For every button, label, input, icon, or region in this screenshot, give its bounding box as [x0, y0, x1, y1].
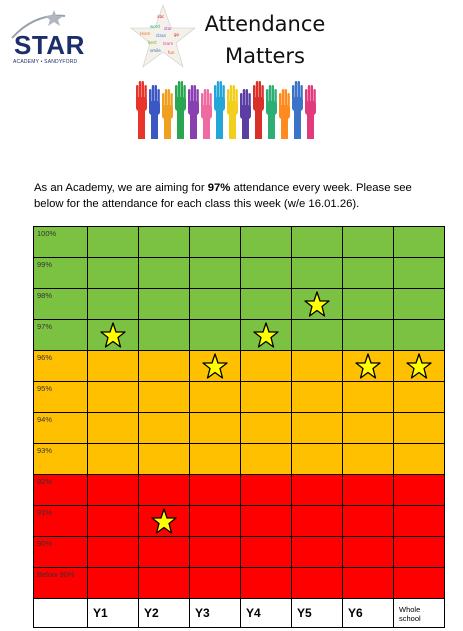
chart-cell: [394, 537, 445, 568]
chart-cell: [241, 444, 292, 475]
chart-cell: [292, 506, 343, 537]
hand-shape: [266, 85, 277, 139]
chart-cell: [241, 351, 292, 382]
chart-cell: [139, 506, 190, 537]
attendance-chart: [33, 226, 445, 628]
x-tick-label: [190, 599, 241, 628]
y-level-label: 100%: [34, 227, 88, 258]
y-level-label: 98%: [34, 289, 88, 320]
chart-cell: [292, 568, 343, 599]
chart-cell: [343, 351, 394, 382]
svg-text:team: team: [140, 31, 151, 36]
chart-cell: [190, 258, 241, 289]
chart-cell: [190, 413, 241, 444]
raised-hands-icon: [135, 77, 325, 139]
svg-text:learn: learn: [163, 41, 174, 46]
chart-cell: [292, 475, 343, 506]
chart-cell: [139, 537, 190, 568]
chart-cell: [343, 382, 394, 413]
chart-row: [34, 444, 445, 475]
hand-shape: [253, 81, 264, 139]
chart-cell: [88, 289, 139, 320]
chart-cell: [343, 320, 394, 351]
chart-cell: [139, 258, 190, 289]
chart-cell: [394, 475, 445, 506]
chart-cell: [343, 537, 394, 568]
chart-cell: [88, 537, 139, 568]
chart-cell: [394, 568, 445, 599]
chart-cell: [394, 320, 445, 351]
chart-cell: [241, 475, 292, 506]
chart-cell: [190, 382, 241, 413]
chart-cell: [241, 258, 292, 289]
x-tick-label: [292, 599, 343, 628]
logo-text: STAR: [14, 30, 85, 60]
x-tick-label: [241, 599, 292, 628]
svg-text:fun: fun: [168, 50, 175, 55]
chart-cell: [190, 227, 241, 258]
chart-cell: [394, 506, 445, 537]
chart-cell: [343, 227, 394, 258]
chart-cell: [241, 537, 292, 568]
chart-cell: [139, 351, 190, 382]
hand-shape: [201, 89, 212, 139]
chart-cell: [190, 568, 241, 599]
chart-row: [34, 568, 445, 599]
chart-cell: [343, 475, 394, 506]
hand-shape: [149, 85, 160, 139]
chart-cell: [292, 382, 343, 413]
svg-text:star: star: [164, 26, 172, 31]
chart-cell: [88, 413, 139, 444]
chart-row: [34, 537, 445, 568]
chart-row: [34, 382, 445, 413]
chart-cell: [241, 506, 292, 537]
y-level-label: 95%: [34, 382, 88, 413]
chart-cell: [394, 227, 445, 258]
x-tick-text: Y2: [144, 606, 159, 620]
chart-cell: [139, 320, 190, 351]
hand-shape: [162, 89, 173, 139]
chart-cell: [394, 258, 445, 289]
chart-cell: [190, 320, 241, 351]
star-marker: [202, 353, 228, 379]
hand-shape: [292, 81, 303, 139]
x-tick-label: [394, 599, 445, 628]
chart-cell: [394, 289, 445, 320]
y-level-label: 94%: [34, 413, 88, 444]
chart-cell: [292, 351, 343, 382]
chart-cell: [241, 568, 292, 599]
hand-shape: [240, 89, 251, 139]
chart-cell: [139, 568, 190, 599]
chart-row: [34, 320, 445, 351]
svg-text:class: class: [156, 33, 166, 38]
chart-cell: [292, 413, 343, 444]
chart-cell: [88, 382, 139, 413]
svg-text:best: best: [148, 40, 157, 45]
word-cloud-star-icon: [128, 2, 198, 72]
chart-row: [34, 258, 445, 289]
y-level-label: Below 90%: [34, 568, 88, 599]
chart-cell: [343, 568, 394, 599]
y-level-label: 97%: [34, 320, 88, 351]
chart-cell: [292, 537, 343, 568]
hand-shape: [136, 81, 147, 139]
chart-cell: [139, 289, 190, 320]
intro-paragraph: [34, 180, 434, 212]
chart-cell: [394, 413, 445, 444]
hand-shape: [214, 81, 225, 139]
chart-cell: [292, 444, 343, 475]
svg-text:smile: smile: [150, 48, 161, 53]
star-marker: [151, 508, 177, 534]
target-highlight: 97%: [207, 182, 231, 195]
hand-shape: [279, 89, 290, 139]
y-level-label: 92%: [34, 475, 88, 506]
chart-cell: [394, 351, 445, 382]
hand-shape: [227, 85, 238, 139]
chart-cell: [88, 568, 139, 599]
x-axis-row: [34, 599, 445, 628]
chart-cell: [292, 289, 343, 320]
intro-text-before: As an Academy, we are aiming for: [34, 182, 208, 195]
x-tick-text: Whole school: [399, 604, 421, 623]
chart-cell: [88, 444, 139, 475]
chart-cell: [139, 227, 190, 258]
x-axis-corner: [34, 599, 88, 628]
chart-cell: [88, 258, 139, 289]
chart-cell: [88, 351, 139, 382]
x-tick-text: Y5: [297, 606, 312, 620]
chart-cell: [190, 506, 241, 537]
svg-text:word: word: [150, 24, 160, 29]
chart-cell: [241, 320, 292, 351]
hand-shape: [188, 85, 199, 139]
y-level-label: 90%: [34, 537, 88, 568]
logo-subtitle: ACADEMY • SANDYFORD: [13, 59, 78, 65]
chart-cell: [139, 444, 190, 475]
chart-cell: [139, 475, 190, 506]
chart-cell: [292, 258, 343, 289]
star-academy-logo: [10, 8, 85, 70]
star-marker: [406, 353, 432, 379]
chart-cell: [343, 289, 394, 320]
chart-cell: [88, 320, 139, 351]
chart-cell: [139, 382, 190, 413]
chart-cell: [241, 382, 292, 413]
chart-cell: [394, 444, 445, 475]
x-tick-text: Y3: [195, 606, 210, 620]
chart-cell: [88, 475, 139, 506]
chart-row: [34, 351, 445, 382]
chart-row: [34, 413, 445, 444]
x-tick-text: Y6: [348, 606, 363, 620]
chart-cell: [190, 537, 241, 568]
y-level-label: 96%: [34, 351, 88, 382]
chart-cell: [241, 413, 292, 444]
chart-cell: [241, 289, 292, 320]
chart-cell: [139, 413, 190, 444]
chart-cell: [88, 227, 139, 258]
star-marker: [253, 322, 279, 348]
page-title-line1: Attendance: [204, 12, 326, 36]
chart-cell: [394, 382, 445, 413]
chart-cell: [190, 351, 241, 382]
star-marker: [304, 291, 330, 317]
y-level-label: 99%: [34, 258, 88, 289]
hand-shape: [175, 81, 186, 139]
y-level-label: 91%: [34, 506, 88, 537]
chart-cell: [241, 227, 292, 258]
star-marker: [100, 322, 126, 348]
star-marker: [355, 353, 381, 379]
chart-cell: [88, 506, 139, 537]
y-level-label: 93%: [34, 444, 88, 475]
svg-text:abc: abc: [157, 14, 165, 19]
chart-cell: [292, 320, 343, 351]
page-title-line2: Matters: [225, 44, 305, 68]
chart-cell: [343, 444, 394, 475]
chart-cell: [190, 475, 241, 506]
chart-row: [34, 475, 445, 506]
x-tick-label: [88, 599, 139, 628]
chart-cell: [343, 413, 394, 444]
chart-row: [34, 506, 445, 537]
chart-cell: [343, 258, 394, 289]
x-tick-label: [343, 599, 394, 628]
x-tick-text: Y4: [246, 606, 261, 620]
chart-cell: [190, 289, 241, 320]
chart-cell: [190, 444, 241, 475]
intro-text-after: attendance every week. Please see below for the attendance for each class this week (w/e 16.01.26).: [34, 182, 412, 211]
hand-shape: [305, 85, 316, 139]
x-tick-text: Y1: [93, 606, 108, 620]
chart-row: [34, 227, 445, 258]
chart-row: [34, 289, 445, 320]
x-tick-label: [139, 599, 190, 628]
svg-text:go: go: [174, 32, 179, 37]
chart-cell: [343, 506, 394, 537]
chart-cell: [292, 227, 343, 258]
